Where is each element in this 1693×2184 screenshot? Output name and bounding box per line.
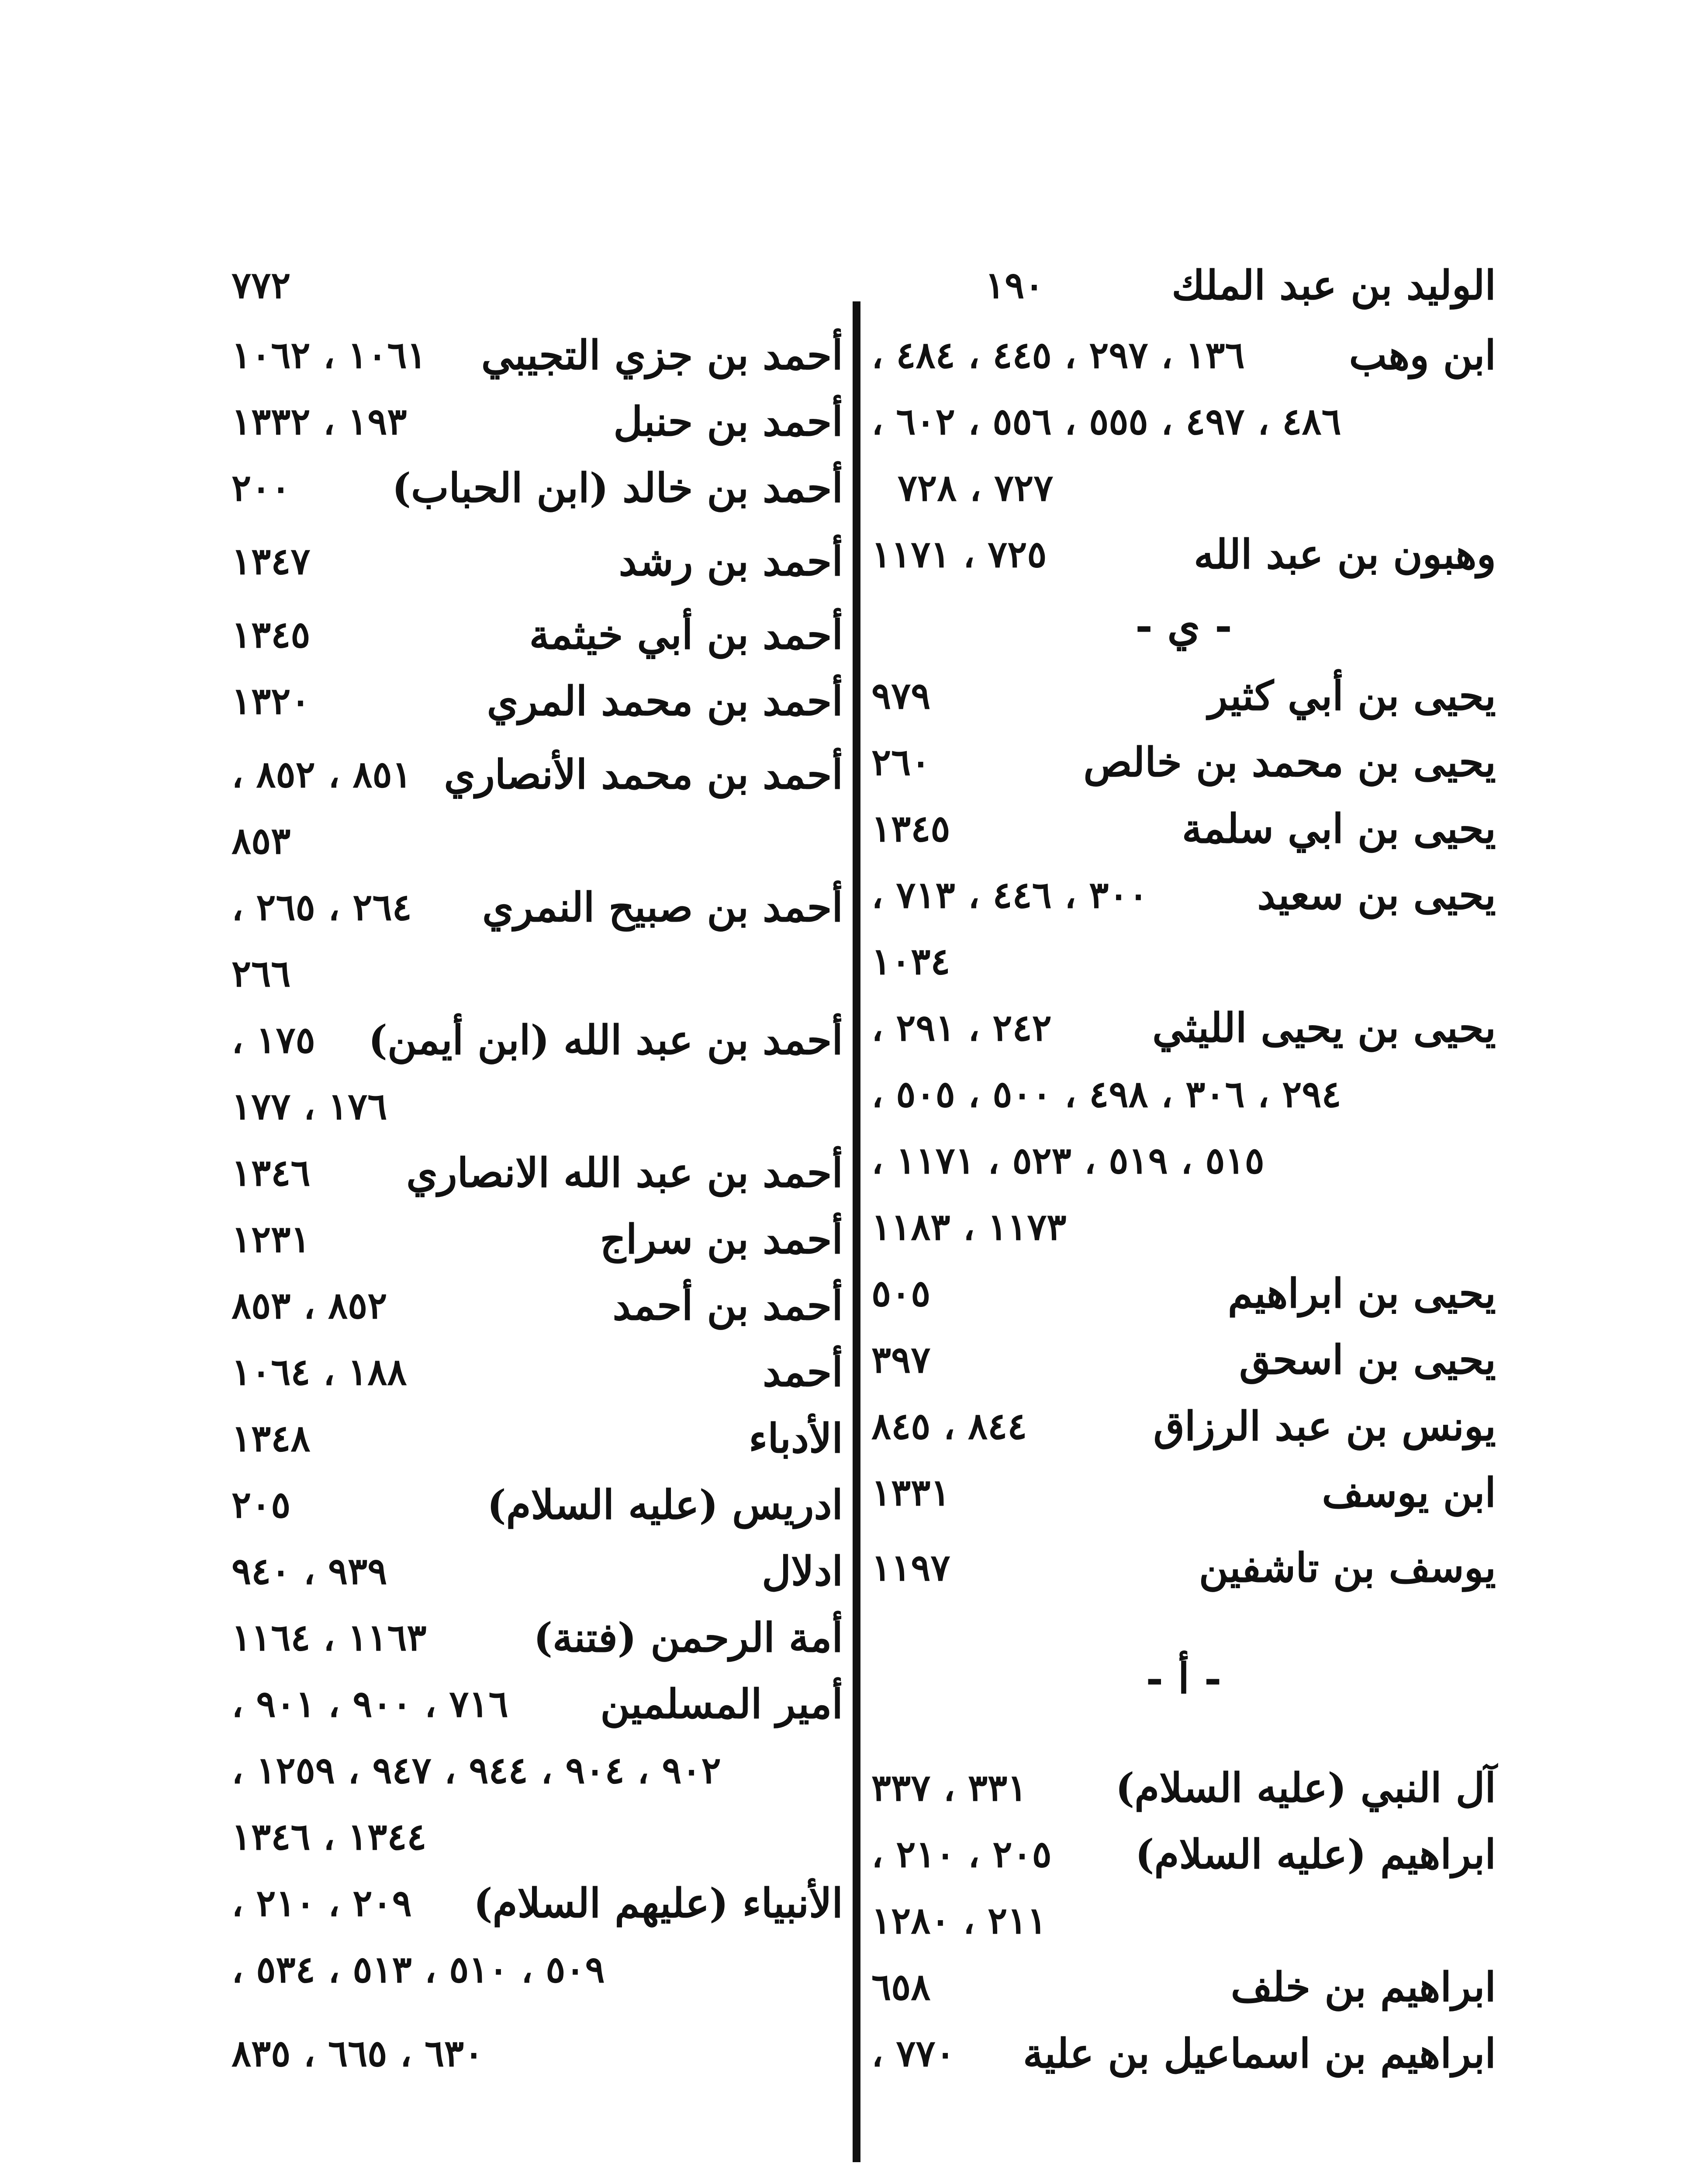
entry-name: أحمد بن حنبل xyxy=(613,398,843,445)
index-entry xyxy=(231,389,843,454)
entry-name: يحيى بن سعيد xyxy=(1257,871,1496,919)
entry-pages: ٩٣٩ ، ٩٤٠ xyxy=(231,1549,387,1593)
letter-heading-text: - أ - xyxy=(1146,1654,1222,1703)
entry-pages: ٧١٦ ، ٩٠٠ ، ٩٠١ ، xyxy=(231,1682,508,1725)
index-entry-continuation xyxy=(231,1804,843,1870)
index-entry-continuation xyxy=(871,1128,1496,1193)
entry-pages: ١٣٦ ، ٢٩٧ ، ٤٤٥ ، ٤٨٤ ، xyxy=(871,333,1245,377)
entry-pages: ١٣٣١ xyxy=(871,1471,950,1514)
entry-name: أحمد بن محمد المري xyxy=(487,677,843,725)
index-entry xyxy=(231,1538,843,1604)
entry-pages: ١١٦٣ ، ١١٦٤ xyxy=(231,1616,427,1659)
index-entry xyxy=(871,1821,1496,1887)
entry-pages: ١٣٤٧ xyxy=(231,539,311,583)
entry-pages: ١٢٣١ xyxy=(231,1217,311,1261)
index-entry-continuation xyxy=(231,1738,843,1803)
entry-name: ادريس (عليه السلام) xyxy=(487,1481,843,1528)
entry-pages: ٥٠٩ ، ٥١٠ ، ٥١٣ ، ٥٣٤ ، xyxy=(231,1948,605,1991)
entry-name: يحيى بن يحيى الليثي xyxy=(1152,1004,1496,1051)
index-entry xyxy=(871,252,1496,318)
entry-name: يحيى بن ابراهيم xyxy=(1227,1270,1496,1317)
index-entry xyxy=(231,322,843,388)
letter-heading xyxy=(871,1646,1496,1711)
entry-name: يحيى بن اسحق xyxy=(1239,1336,1496,1383)
entry-pages: ٢٠٩ ، ٢١٠ ، xyxy=(231,1881,412,1925)
entry-name: أمير المسلمين xyxy=(600,1680,843,1728)
index-entry-continuation xyxy=(231,252,843,318)
index-entry-continuation xyxy=(871,389,1496,454)
index-entry-continuation xyxy=(871,455,1496,521)
index-entry-continuation xyxy=(231,2021,843,2086)
index-entry xyxy=(871,1460,1496,1525)
index-entry-continuation xyxy=(871,1061,1496,1127)
entry-pages: ١٣٤٥ xyxy=(231,613,311,656)
entry-pages: ١٩٠ xyxy=(985,263,1044,307)
index-entry xyxy=(231,874,843,940)
entry-pages: ٦٣٠ ، ٦٦٥ ، ٨٣٥ xyxy=(231,2032,484,2075)
entry-pages: ١٣٤٦ xyxy=(231,1151,311,1194)
entry-pages: ١٧٥ ، xyxy=(231,1018,315,1061)
index-entry xyxy=(231,455,843,521)
letter-heading xyxy=(871,593,1496,659)
entry-name: أمة الرحمن (فتنة) xyxy=(533,1614,843,1661)
index-entry xyxy=(871,522,1496,587)
entry-name: أحمد بن عبد الله (ابن أيمن) xyxy=(368,1016,843,1064)
entry-pages: ١٠٣٤ xyxy=(871,940,950,983)
entry-pages: ٧٢٥ ، ١١٧١ xyxy=(871,532,1047,576)
entry-pages: ٢٩٤ ، ٣٠٦ ، ٤٩٨ ، ٥٠٠ ، ٥٠٥ ، xyxy=(871,1072,1341,1116)
index-entry xyxy=(231,742,843,807)
entry-name: ابراهيم بن خلف xyxy=(1230,1963,1496,2011)
index-entry-continuation xyxy=(871,1888,1496,1953)
column-divider xyxy=(853,301,860,2162)
entry-pages: ١٨٨ ، ١٠٦٤ xyxy=(231,1350,407,1393)
entry-name: أحمد بن خالد (ابن الحباب) xyxy=(392,464,843,511)
entry-name: أحمد بن أبي خيثمة xyxy=(529,611,843,658)
entry-pages: ٢٤٢ ، ٢٩١ ، xyxy=(871,1006,1052,1049)
entry-pages: ٣٣١ ، ٣٣٧ xyxy=(871,1766,1027,1809)
index-entry xyxy=(231,529,843,594)
index-entry-continuation xyxy=(231,1937,843,2002)
entry-name: أحمد بن عبد الله الانصاري xyxy=(406,1149,843,1196)
entry-pages: ٥١٥ ، ٥١٩ ، ٥٢٣ ، ١١٧١ ، xyxy=(871,1139,1265,1182)
entry-name: يحيى بن أبي كثير xyxy=(1208,672,1496,719)
entry-pages: ٢٦٠ xyxy=(871,740,931,784)
entry-pages: ١٣٤٤ ، ١٣٤٦ xyxy=(231,1815,427,1858)
entry-pages: ١٣٤٨ xyxy=(231,1417,311,1460)
index-entry xyxy=(871,1327,1496,1393)
entry-name: أحمد بن سراج xyxy=(600,1216,843,1263)
entry-name: يحيى بن ابي سلمة xyxy=(1182,805,1496,852)
entry-pages: ٥٠٥ xyxy=(871,1272,931,1315)
entry-pages: ٣٩٧ xyxy=(871,1338,931,1381)
entry-pages: ٧٧٠ ، xyxy=(871,2032,955,2075)
entry-name: وهبون بن عبد الله xyxy=(1194,531,1496,578)
entry-pages: ٤٨٦ ، ٤٩٧ ، ٥٥٥ ، ٥٥٦ ، ٦٠٢ ، xyxy=(871,400,1341,443)
index-entry xyxy=(871,322,1496,388)
entry-pages: ١٧٦ ، ١٧٧ xyxy=(231,1085,387,1128)
index-entry-continuation xyxy=(231,1074,843,1139)
entry-pages: ١١٧٣ ، ١١٨٣ xyxy=(871,1205,1067,1248)
index-entry xyxy=(231,1007,843,1073)
index-entry xyxy=(231,1140,843,1206)
entry-pages: ٨٤٤ ، ٨٤٥ xyxy=(871,1404,1027,1448)
entry-name: ابن يوسف xyxy=(1322,1469,1496,1516)
entry-pages: ٦٥٨ xyxy=(871,1965,931,2008)
entry-pages: ١٠٦١ ، ١٠٦٢ xyxy=(231,333,427,377)
index-entry xyxy=(231,1472,843,1538)
entry-pages: ١١٩٧ xyxy=(871,1546,950,1589)
index-entry xyxy=(871,862,1496,928)
index-entry xyxy=(231,1870,843,1936)
entry-name: يونس بن عبد الرزاق xyxy=(1153,1403,1496,1450)
entry-pages: ٢٦٦ xyxy=(231,952,291,995)
index-entry xyxy=(231,1671,843,1737)
entry-name: الأدباء xyxy=(749,1415,843,1462)
entry-pages: ٣٠٠ ، ٤٤٦ ، ٧١٣ ، xyxy=(871,873,1148,916)
index-entry xyxy=(871,729,1496,795)
index-entry xyxy=(231,602,843,667)
index-entry xyxy=(871,1535,1496,1600)
entry-pages: ٩٠٢ ، ٩٠٤ ، ٩٤٤ ، ٩٤٧ ، ١٢٥٩ ، xyxy=(231,1749,721,1792)
entry-name: أحمد بن أحمد xyxy=(612,1282,843,1329)
index-entry xyxy=(231,1605,843,1670)
entry-pages: ١٣٤٥ xyxy=(871,807,950,850)
entry-pages: ٢٠٠ xyxy=(231,466,291,509)
entry-pages: ٨٥٣ xyxy=(231,819,291,862)
entry-name: يحيى بن محمد بن خالص xyxy=(1083,739,1496,786)
entry-pages: ٢٦٤ ، ٢٦٥ ، xyxy=(231,885,412,929)
letter-heading-text: - ي - xyxy=(1135,601,1232,650)
entry-pages: ٢٠٥ xyxy=(231,1483,291,1526)
entry-name: ادلال xyxy=(762,1548,843,1595)
index-entry xyxy=(231,668,843,734)
entry-name: يوسف بن تاشفين xyxy=(1199,1544,1496,1591)
entry-name: ابن وهب xyxy=(1349,332,1496,379)
entry-name: ابراهيم بن اسماعيل بن علية xyxy=(1023,2030,1496,2077)
entry-name: الوليد بن عبد الملك xyxy=(1171,262,1496,309)
index-entry xyxy=(871,995,1496,1061)
entry-pages: ٧٢٧ ، ٧٢٨ xyxy=(898,466,1054,509)
entry-pages: ٨٥٢ ، ٨٥٣ xyxy=(231,1284,387,1327)
entry-pages: ٨٥١ ، ٨٥٢ ، xyxy=(231,753,412,796)
entry-name: أحمد xyxy=(763,1348,843,1396)
index-entry xyxy=(231,1406,843,1471)
index-entry xyxy=(871,1954,1496,2020)
index-entry xyxy=(871,1755,1496,1821)
entry-name: الأنبياء (عليهم السلام) xyxy=(473,1880,843,1927)
index-entry xyxy=(231,1273,843,1338)
entry-pages: ٧٧٢ xyxy=(231,263,291,307)
index-entry xyxy=(231,1339,843,1405)
index-entry-continuation xyxy=(871,1194,1496,1260)
index-entry xyxy=(871,1261,1496,1326)
index-entry xyxy=(871,796,1496,861)
entry-name: آل النبي (عليه السلام) xyxy=(1115,1764,1496,1811)
entry-pages: ٩٧٩ xyxy=(871,674,931,717)
index-entry-continuation xyxy=(231,808,843,874)
entry-name: أحمد بن صبيح النمري xyxy=(482,884,843,931)
index-entry xyxy=(871,663,1496,729)
index-entry xyxy=(231,1206,843,1272)
entry-name: أحمد بن رشد xyxy=(618,538,843,585)
entry-name: أحمد بن جزي التجيبي xyxy=(481,332,843,379)
entry-pages: ١٣٢٠ xyxy=(231,679,311,722)
index-entry xyxy=(871,2021,1496,2086)
entry-pages: ٢١١ ، ١٢٨٠ xyxy=(871,1899,1047,1942)
index-entry xyxy=(871,1393,1496,1459)
entry-name: أحمد بن محمد الأنصاري xyxy=(444,751,843,798)
entry-pages: ٢٠٥ ، ٢١٠ ، xyxy=(871,1832,1052,1876)
entry-name: ابراهيم (عليه السلام) xyxy=(1135,1831,1496,1878)
index-entry-continuation xyxy=(231,941,843,1006)
index-entry-continuation xyxy=(871,929,1496,994)
entry-pages: ١٩٣ ، ١٣٣٢ xyxy=(231,400,407,443)
